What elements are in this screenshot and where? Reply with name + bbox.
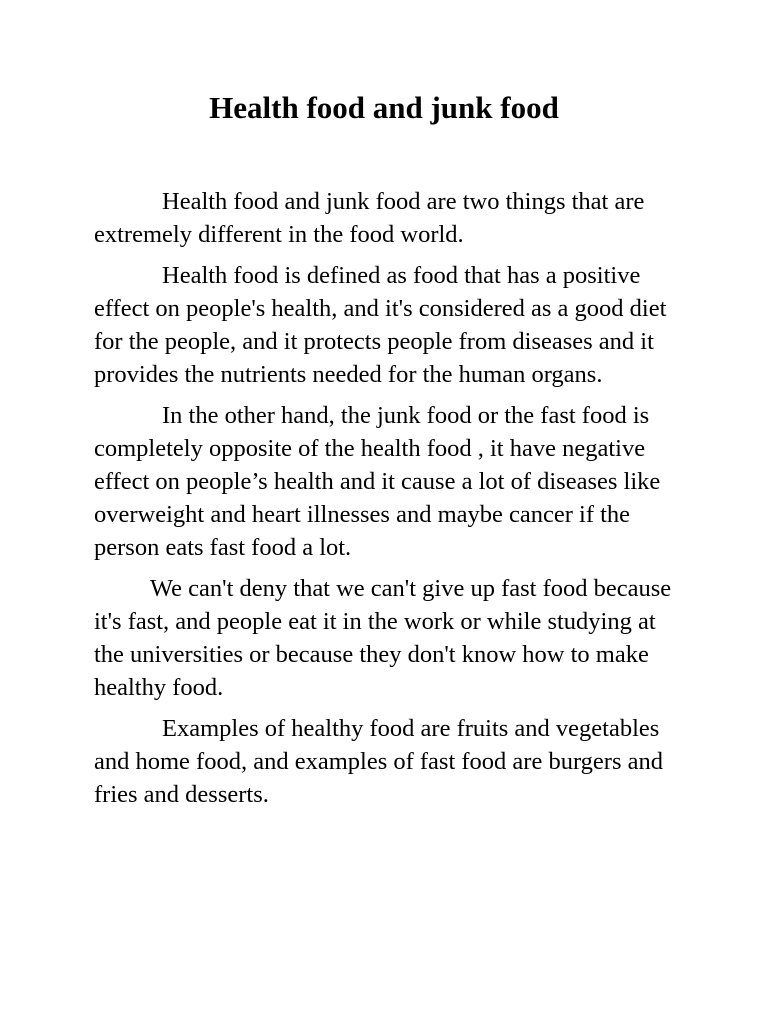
paragraph-intro: Health food and junk food are two things that are extremely different in the food world. (94, 188, 645, 248)
document-title: Health food and junk food (209, 90, 559, 125)
document-body (94, 185, 684, 819)
paragraph-junk-food: In the other hand, the junk food or the fast food is completely opposite of the health food , it have negative effect on people’s health and it cause a lot of diseases like overweight and heart illnesses and maybe cancer if the person eats fast food a lot. (94, 402, 661, 561)
paragraph-health-food: Health food is defined as food that has a positive effect on people's health, and it's considered as a good diet for the people, and it protects people from diseases and it provides the nutrients needed for the human organs. (94, 262, 667, 388)
paragraph-fast-food: We can't deny that we can't give up fast food because it's fast, and people eat it in the work or while studying at the universities or because they don't know how to make healthy food. (94, 575, 672, 701)
paragraph-examples: Examples of healthy food are fruits and vegetables and home food, and examples of fast food are burgers and fries and desserts. (94, 715, 663, 808)
